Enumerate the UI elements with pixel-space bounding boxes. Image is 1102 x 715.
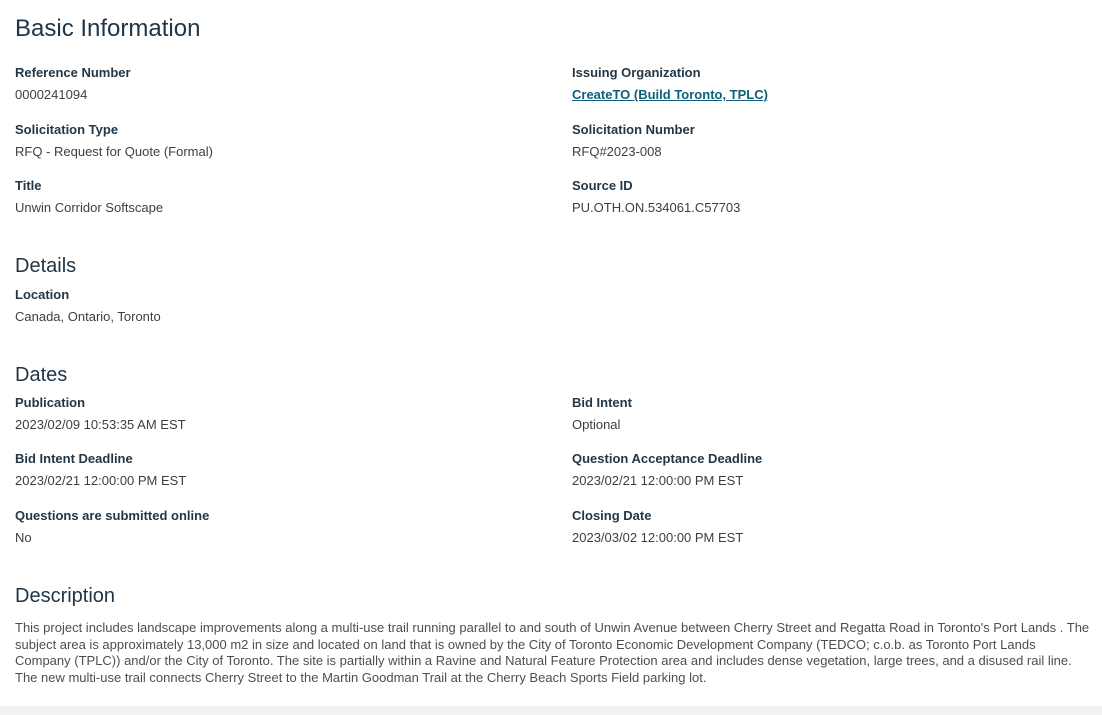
title-value: Unwin Corridor Softscape: [15, 200, 164, 215]
issuing-organization-field: [572, 65, 1092, 103]
closing-date-value: 2023/03/02 12:00:00 PM EST: [572, 530, 744, 545]
bid-intent-deadline-label: Bid Intent Deadline: [15, 451, 133, 466]
closing-date-label: Closing Date: [572, 508, 652, 523]
question-acceptance-deadline-label: Question Acceptance Deadline: [572, 451, 763, 466]
source-id-field: [572, 178, 1092, 216]
basic-information-heading: Basic Information: [15, 15, 201, 42]
description-heading: Description: [15, 585, 116, 607]
reference-number-field: [15, 65, 535, 103]
title-field: [15, 178, 535, 216]
solicitation-number-label: Solicitation Number: [572, 122, 695, 137]
details-heading: Details: [15, 255, 77, 277]
page-bottom-divider: [0, 706, 1102, 715]
location-label: Location: [15, 287, 70, 302]
solicitation-number-value: RFQ#2023-008: [572, 144, 662, 159]
question-acceptance-deadline-field: [572, 451, 1092, 489]
questions-online-field: [15, 508, 535, 546]
bid-intent-value: Optional: [572, 417, 621, 432]
solicitation-type-field: [15, 122, 535, 160]
description-text: This project includes landscape improvements along a multi-use trail running parallel to and south of Unwin Avenue between Cherry Street and Regatta Road in Toronto's Port Lands . The subject area is approximately 13,000 m2 in size and located on land that is owned by the City of Toronto Economic Development Company (TEDCO; c.o.b. as Toronto Port Lands Company (TPLC)) and/or the City of Toronto. The site is partially within a Ravine and Natural Feature Protection area and includes dense vegetation, large trees, and a disused rail line. The new multi-use trail connects Cherry Street to the Martin Goodman Trail at the Cherry Beach Sports Field parking lot.: [15, 620, 1090, 686]
bid-intent-label: Bid Intent: [572, 395, 632, 410]
reference-number-label: Reference Number: [15, 65, 131, 80]
publication-field: [15, 395, 535, 433]
reference-number-value: 0000241094: [15, 87, 88, 102]
source-id-label: Source ID: [572, 178, 633, 193]
publication-label: Publication: [15, 395, 86, 410]
issuing-organization-label: Issuing Organization: [572, 65, 701, 80]
dates-heading: Dates: [15, 364, 68, 386]
questions-online-value: No: [15, 530, 32, 545]
bid-intent-field: [572, 395, 1092, 433]
location-field: [15, 287, 535, 325]
issuing-organization-link[interactable]: CreateTO (Build Toronto, TPLC): [572, 87, 768, 102]
bid-intent-deadline-value: 2023/02/21 12:00:00 PM EST: [15, 473, 187, 488]
title-label: Title: [15, 178, 42, 193]
question-acceptance-deadline-value: 2023/02/21 12:00:00 PM EST: [572, 473, 744, 488]
solicitation-number-field: [572, 122, 1092, 160]
location-value: Canada, Ontario, Toronto: [15, 309, 161, 324]
bid-intent-deadline-field: [15, 451, 535, 489]
solicitation-type-value: RFQ - Request for Quote (Formal): [15, 144, 213, 159]
publication-value: 2023/02/09 10:53:35 AM EST: [15, 417, 186, 432]
source-id-value: PU.OTH.ON.534061.C57703: [572, 200, 741, 215]
closing-date-field: [572, 508, 1092, 546]
solicitation-type-label: Solicitation Type: [15, 122, 119, 137]
questions-online-label: Questions are submitted online: [15, 508, 210, 523]
